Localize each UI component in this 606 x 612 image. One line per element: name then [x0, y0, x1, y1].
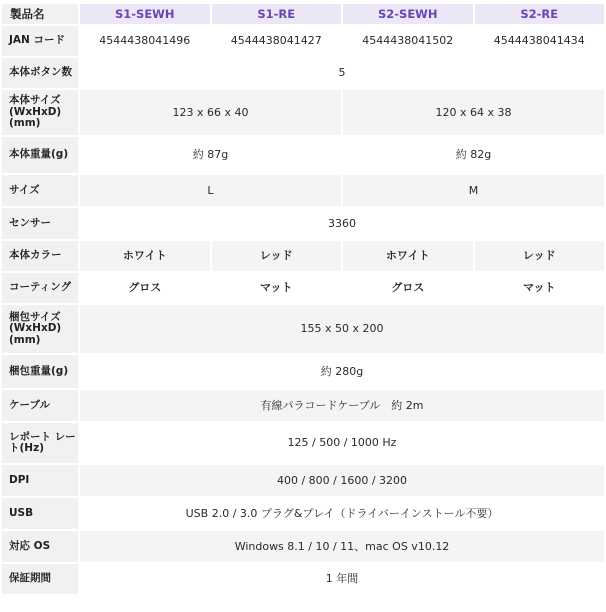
row-button-count: [2, 58, 604, 88]
row-size: [2, 175, 604, 206]
cell: 4544438041502: [343, 26, 473, 56]
row-sensor: [2, 208, 604, 239]
row-body-size: [2, 90, 604, 135]
row-package-size: [2, 305, 604, 353]
cell: 1 年間: [325, 572, 359, 585]
cell: 155 x 50 x 200: [80, 305, 604, 353]
cell: 125 / 500 / 1000 Hz: [287, 436, 397, 449]
cell: 400 / 800 / 1600 / 3200: [80, 465, 604, 496]
row-warranty: [2, 564, 604, 594]
cell: 3360: [328, 216, 356, 230]
cell: 120 x 64 x 38: [343, 90, 604, 135]
cell: 5: [338, 66, 346, 79]
cell: グロス: [128, 281, 162, 294]
cell: 4544438041434: [475, 26, 605, 56]
row-label: JAN コード: [2, 26, 78, 56]
row-usb: [2, 498, 604, 529]
model-s1-re: S1-RE: [212, 4, 342, 24]
cell: 約 82g: [455, 148, 492, 161]
row-label: ケーブル: [2, 390, 78, 421]
row-body-color: [2, 241, 604, 271]
row-label: 本体カラー: [2, 241, 78, 271]
cell: マット: [259, 281, 293, 294]
cell: 約 280g: [320, 364, 364, 378]
spec-table: [0, 2, 606, 596]
model-s2-sewh: S2-SEWH: [343, 4, 473, 24]
row-label: 本体サイズ (WxHxD) (mm): [2, 90, 78, 135]
cell: グロス: [391, 281, 425, 294]
cell: 123 x 66 x 40: [80, 90, 341, 135]
cell: 約 87g: [192, 148, 229, 161]
row-supported-os: [2, 531, 604, 562]
cell: マット: [522, 281, 556, 294]
row-cable: [2, 390, 604, 421]
model-s1-sewh: S1-SEWH: [80, 4, 210, 24]
row-label: 保証期間: [2, 564, 78, 594]
header-row: [2, 4, 604, 24]
cell: 有線パラコードケーブル 約 2m: [80, 390, 604, 421]
row-label: コーティング: [2, 273, 78, 303]
cell: レッド: [212, 241, 342, 271]
row-label: DPI: [2, 465, 78, 496]
cell: 4544438041427: [212, 26, 342, 56]
row-dpi: [2, 465, 604, 496]
row-label: レポート レート(Hz): [2, 423, 78, 463]
row-label: 本体重量(g): [2, 137, 78, 173]
row-label: サイズ: [2, 175, 78, 206]
cell: Windows 8.1 / 10 / 11、mac OS v10.12: [80, 531, 604, 562]
cell: ホワイト: [343, 241, 473, 271]
row-coating: [2, 273, 604, 303]
row-label: 対応 OS: [2, 531, 78, 562]
row-label: USB: [2, 498, 78, 529]
header-corner: 製品名: [2, 4, 78, 24]
cell: ホワイト: [80, 241, 210, 271]
row-label: 梱包重量(g): [2, 355, 78, 388]
row-report-rate: [2, 423, 604, 463]
row-jan-code: [2, 26, 604, 56]
row-package-weight: [2, 355, 604, 388]
cell: レッド: [475, 241, 605, 271]
row-label: 梱包サイズ (WxHxD) (mm): [2, 305, 78, 353]
cell: USB 2.0 / 3.0 プラグ&プレイ（ドライバーインストール不要）: [185, 506, 499, 520]
row-label: 本体ボタン数: [2, 58, 78, 88]
row-body-weight: [2, 137, 604, 173]
cell: M: [343, 175, 604, 206]
cell: L: [80, 175, 341, 206]
cell: 4544438041496: [80, 26, 210, 56]
model-s2-re: S2-RE: [475, 4, 605, 24]
row-label: センサー: [2, 208, 78, 239]
